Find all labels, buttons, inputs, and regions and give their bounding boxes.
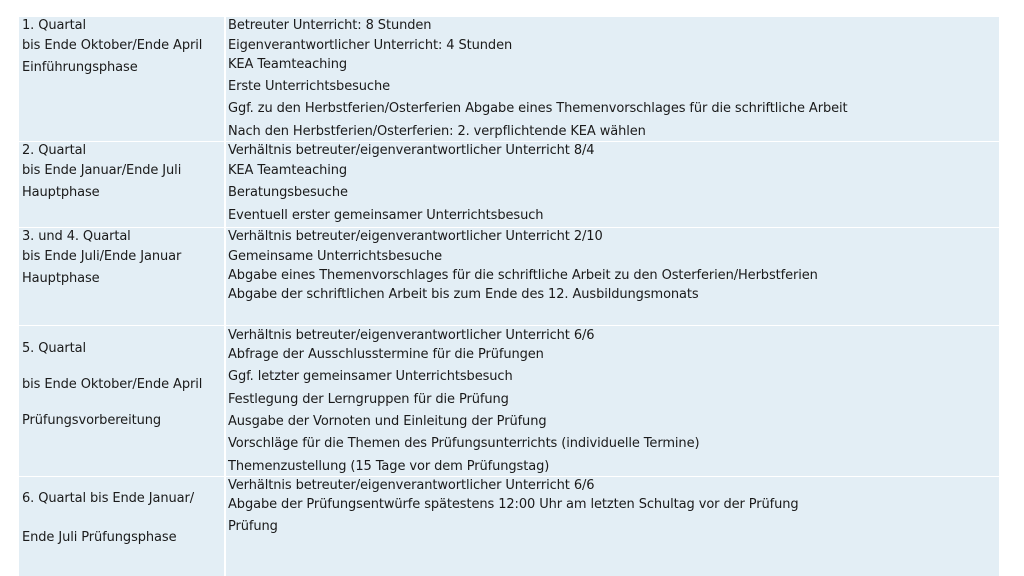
phase-quarter: 2. Quartal — [22, 143, 86, 158]
phase-period: bis Ende Oktober/Ende April — [22, 377, 203, 392]
phase-quarter: 1. Quartal — [22, 18, 86, 33]
phase-name: Ende Juli Prüfungsphase — [22, 530, 177, 545]
activity-line: Abgabe der schriftlichen Arbeit bis zum Ende des 12. Ausbildungsmonats — [228, 287, 699, 302]
phase-cell — [19, 142, 224, 227]
activity-line: Beratungsbesuche — [228, 185, 348, 200]
activity-line: Eigenverantwortlicher Unterricht: 4 Stunden — [228, 38, 513, 53]
activity-line: Prüfung — [228, 519, 278, 534]
phase-quarter: 5. Quartal — [22, 341, 86, 356]
activity-line: Abgabe eines Themenvorschlages für die schriftliche Arbeit zu den Osterferien/Herbstferien — [228, 268, 818, 283]
activity-line: Abfrage der Ausschlusstermine für die Prüfungen — [228, 347, 544, 362]
activity-cell — [226, 477, 999, 576]
activity-line: Verhältnis betreuter/eigenverantwortlicher Unterricht 6/6 — [228, 478, 595, 493]
activity-line: Verhältnis betreuter/eigenverantwortlicher Unterricht 8/4 — [228, 143, 595, 158]
phase-cell — [19, 477, 224, 576]
activity-line: Ggf. zu den Herbstferien/Osterferien Abgabe eines Themenvorschlages für die schriftliche Arbeit — [228, 101, 848, 116]
activity-line: Festlegung der Lerngruppen für die Prüfung — [228, 392, 509, 407]
activity-line: Ausgabe der Vornoten und Einleitung der Prüfung — [228, 414, 547, 429]
phase-quarter: 3. und 4. Quartal — [22, 229, 131, 244]
phase-name: Hauptphase — [22, 185, 100, 200]
activity-line: Nach den Herbstferien/Osterferien: 2. verpflichtende KEA wählen — [228, 124, 646, 139]
activity-line: Erste Unterrichtsbesuche — [228, 79, 390, 94]
activity-line: Betreuter Unterricht: 8 Stunden — [228, 18, 432, 33]
phase-period: bis Ende Oktober/Ende April — [22, 38, 203, 53]
activity-cell — [226, 326, 999, 476]
phase-cell — [19, 228, 224, 325]
phase-name: Hauptphase — [22, 271, 100, 286]
activity-line: Eventuell erster gemeinsamer Unterrichtsbesuch — [228, 208, 544, 223]
activity-cell — [226, 17, 999, 141]
activity-cell — [226, 228, 999, 325]
activity-line: KEA Teamteaching — [228, 57, 348, 72]
activity-line: KEA Teamteaching — [228, 163, 348, 178]
activity-line: Abgabe der Prüfungsentwürfe spätestens 12:00 Uhr am letzten Schultag vor der Prüfung — [228, 497, 799, 512]
activity-line: Vorschläge für die Themen des Prüfungsunterrichts (individuelle Termine) — [228, 436, 700, 451]
activity-line: Verhältnis betreuter/eigenverantwortlicher Unterricht 2/10 — [228, 229, 603, 244]
phase-cell — [19, 326, 224, 476]
activity-line: Ggf. letzter gemeinsamer Unterrichtsbesuch — [228, 369, 513, 384]
phase-quarter: 6. Quartal bis Ende Januar/ — [22, 491, 195, 506]
phase-cell — [19, 17, 224, 141]
phase-period: bis Ende Januar/Ende Juli — [22, 163, 182, 178]
activity-cell — [226, 142, 999, 227]
activity-line: Gemeinsame Unterrichtsbesuche — [228, 249, 443, 264]
phase-name: Prüfungsvorbereitung — [22, 413, 162, 428]
activity-line: Verhältnis betreuter/eigenverantwortlicher Unterricht 6/6 — [228, 328, 595, 343]
phase-name: Einführungsphase — [22, 60, 138, 75]
schedule-table — [19, 17, 999, 576]
phase-period: bis Ende Juli/Ende Januar — [22, 249, 182, 264]
activity-line: Themenzustellung (15 Tage vor dem Prüfungstag) — [228, 459, 550, 474]
